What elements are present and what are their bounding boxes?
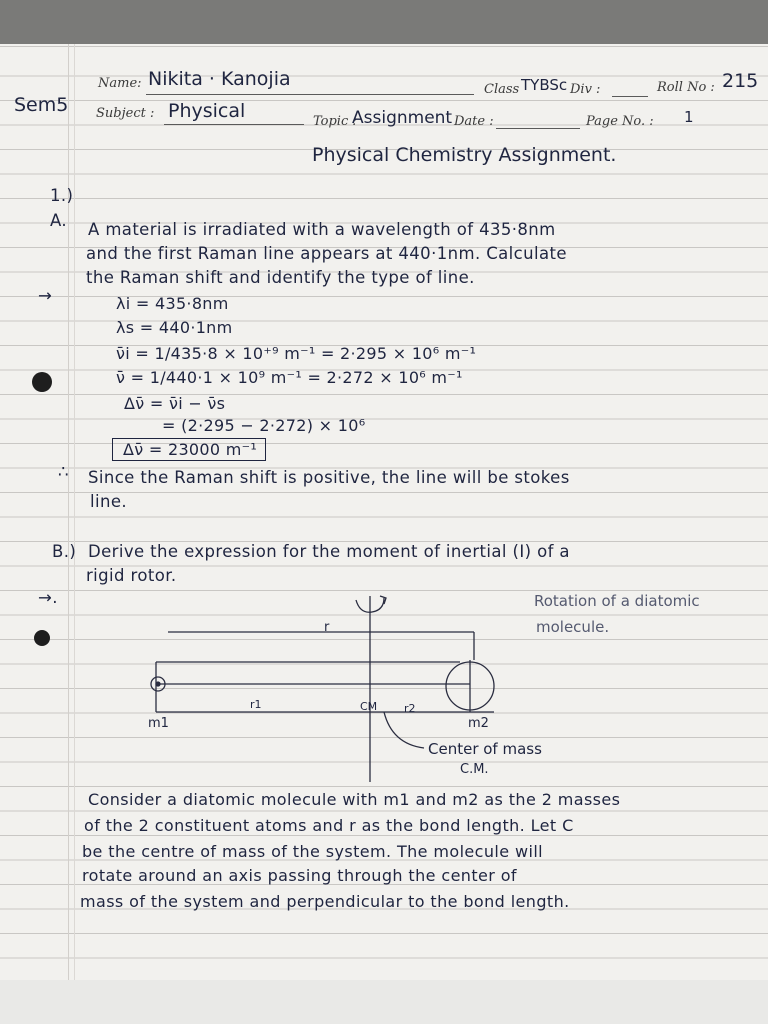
part-a-line: and the first Raman line appears at 440·1nm. Calculate (86, 244, 567, 263)
diagram-caption: Rotation of a diatomic (534, 592, 700, 610)
r-label: r (324, 620, 330, 635)
paragraph-line: mass of the system and perpendicular to the bond length. (80, 892, 570, 911)
subject-value: Physical (168, 100, 246, 122)
name-label: Name: (98, 76, 142, 91)
paragraph-line: rotate around an axis passing through the center of (82, 866, 517, 885)
name-value: Nikita · Kanojia (148, 68, 291, 90)
equation-line: ν̄ = 1/440·1 × 10⁹ m⁻¹ = 2·272 × 10⁶ m⁻¹ (116, 368, 463, 387)
question-number: 1.) (50, 186, 74, 205)
equation-line: λs = 440·1nm (116, 318, 233, 337)
roll-value: 215 (722, 70, 759, 92)
center-of-mass-pointer (384, 712, 424, 748)
conclusion-line: line. (90, 492, 128, 511)
part-a-line: A material is irradiated with a wavelength of 435·8nm (88, 220, 556, 239)
sem-label: Sem5 (14, 94, 69, 116)
cm-label: CM (360, 700, 378, 713)
equation-line: = (2·295 − 2·272) × 10⁶ (162, 416, 366, 435)
part-b-line: Derive the expression for the moment of inertial (I) of a (88, 542, 570, 561)
r2-label: r2 (404, 702, 416, 715)
m2-label: m2 (468, 716, 489, 731)
subject-label: Subject : (96, 106, 155, 121)
boxed-result: Δν̄ = 23000 m⁻¹ (112, 438, 266, 461)
paragraph-line: of the 2 constituent atoms and r as the bond length. Let C (84, 816, 574, 835)
diagram-caption: molecule. (536, 618, 610, 636)
m1-label: m1 (148, 716, 169, 731)
part-b-line: rigid rotor. (86, 566, 177, 585)
part-a-line: the Raman shift and identify the type of line. (86, 268, 475, 287)
part-b-label: B.) (52, 542, 77, 561)
page-value: 1 (684, 108, 694, 126)
date-label: Date : (454, 114, 494, 129)
div-label: Div : (570, 82, 601, 97)
cm-short-label: C.M. (460, 762, 489, 777)
equation-line: Δν̄ = ν̄i − ν̄s (124, 394, 226, 413)
page-label: Page No. : (586, 114, 654, 129)
r1-label: r1 (250, 698, 262, 711)
therefore-symbol: ∴ (58, 462, 69, 481)
paragraph-line: Consider a diatomic molecule with m1 and m2 as the 2 masses (88, 790, 621, 809)
equation-line: λi = 435·8nm (116, 294, 229, 313)
part-a-label: A. (50, 211, 68, 230)
center-of-mass-label: Center of mass (428, 740, 542, 758)
topic-value: Assignment (352, 108, 453, 128)
class-value: TYBSc (521, 76, 568, 94)
arrow-icon: → (38, 286, 53, 305)
roll-label: Roll No : (657, 80, 715, 95)
class-label: Class (484, 82, 520, 97)
paragraph-line: be the centre of mass of the system. The molecule will (82, 842, 544, 861)
equation-line: ν̄i = 1/435·8 × 10⁺⁹ m⁻¹ = 2·295 × 10⁶ m⁻¹ (116, 344, 477, 363)
page-title: Physical Chemistry Assignment. (312, 144, 617, 166)
topic-label: Topic : (313, 114, 357, 129)
conclusion-line: Since the Raman shift is positive, the line will be stokes (88, 468, 570, 487)
arrow-icon: →. (38, 588, 58, 607)
